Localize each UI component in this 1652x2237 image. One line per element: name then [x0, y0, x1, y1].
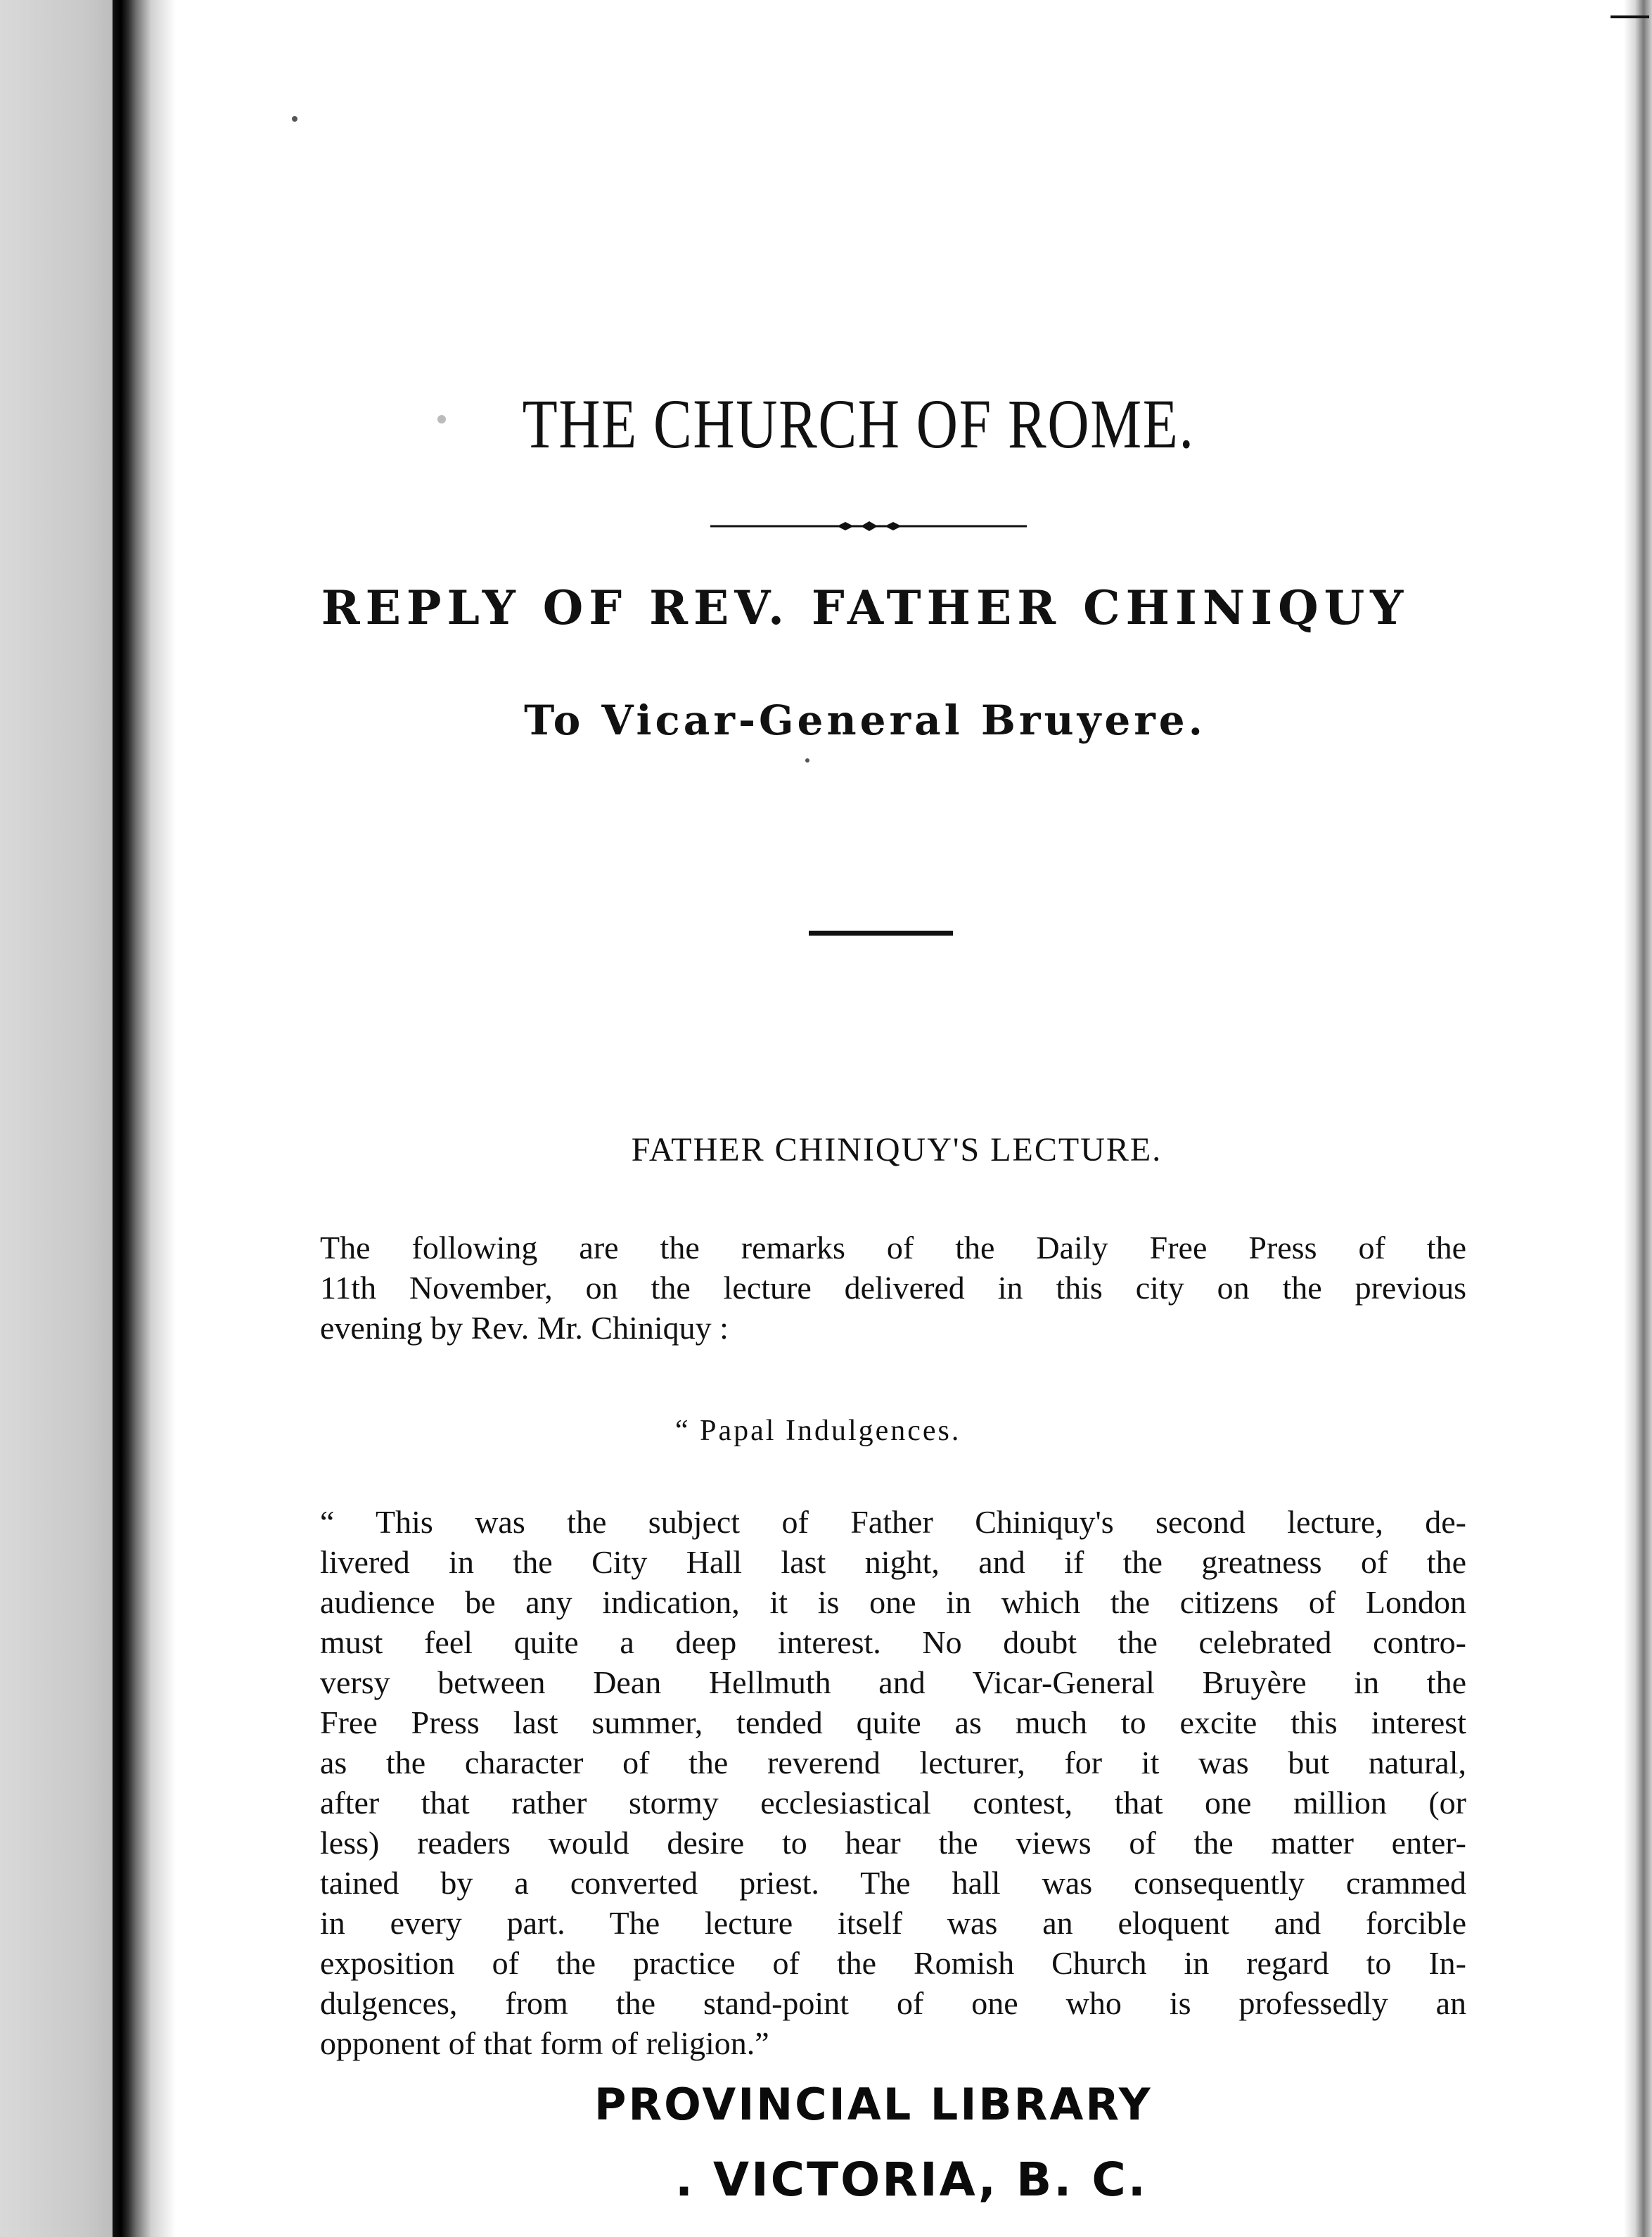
subtitle-addressee: To Vicar-General Bruyere. — [524, 696, 1206, 744]
paragraph-line: tained by a converted priest. The hall was consequently crammed — [320, 1865, 1466, 1901]
intro-paragraph — [320, 1228, 1466, 1348]
section-rule — [809, 931, 953, 936]
subtitle-reply: REPLY OF REV. FATHER CHINIQUY — [321, 580, 1409, 635]
paragraph-line: after that rather stormy ecclesiastical contest, that one million (or — [320, 1785, 1466, 1821]
paragraph-line: dulgences, from the stand-point of one who is professedly an — [320, 1985, 1466, 2021]
quote-heading: “ Papal Indulgences. — [675, 1415, 961, 1447]
paragraph-line: “ This was the subject of Father Chiniquy's second lecture, de- — [320, 1504, 1466, 1540]
scan-speck — [437, 415, 446, 423]
right-page-edge — [1624, 0, 1652, 2237]
paragraph-line: versy between Dean Hellmuth and Vicar-General Bruyère in the — [320, 1664, 1466, 1700]
paragraph-line: opponent of that form of religion.” — [320, 2025, 769, 2061]
paragraph-line: Free Press last summer, tended quite as much to excite this interest — [320, 1704, 1466, 1740]
paragraph-line: audience be any indication, it is one in which the citizens of London — [320, 1584, 1466, 1620]
paragraph-line: evening by Rev. Mr. Chiniquy : — [320, 1310, 729, 1346]
paragraph-line: must feel quite a deep interest. No doubt the celebrated contro- — [320, 1624, 1466, 1660]
scan-speck — [805, 758, 809, 763]
left-page-margin — [0, 0, 123, 2237]
paragraph-line: The following are the remarks of the Daily Free Press of the — [320, 1230, 1466, 1266]
paragraph-line: less) readers would desire to hear the views of the matter enter- — [320, 1825, 1466, 1861]
page-title: THE CHURCH OF ROME. — [522, 385, 1195, 463]
ornament-divider — [710, 519, 1027, 533]
binding-shadow — [113, 0, 176, 2237]
quoted-paragraph — [320, 1502, 1466, 2063]
paragraph-line: 11th November, on the lecture delivered in this city on the previous — [320, 1270, 1466, 1306]
paragraph-line: livered in the City Hall last night, and if the greatness of the — [320, 1544, 1466, 1580]
paragraph-line: in every part. The lecture itself was an eloquent and forcible — [320, 1905, 1466, 1941]
paragraph-line: as the character of the reverend lecturer, for it was but natural, — [320, 1745, 1466, 1780]
scan-speck — [292, 116, 297, 122]
paragraph-line: exposition of the practice of the Romish Church in regard to In- — [320, 1945, 1466, 1981]
library-stamp-line1: PROVINCIAL LIBRARY — [594, 2079, 1153, 2130]
library-stamp-line2: . VICTORIA, B. C. — [675, 2153, 1148, 2207]
section-heading: FATHER CHINIQUY'S LECTURE. — [631, 1131, 1163, 1168]
page-corner-mark — [1611, 0, 1649, 18]
